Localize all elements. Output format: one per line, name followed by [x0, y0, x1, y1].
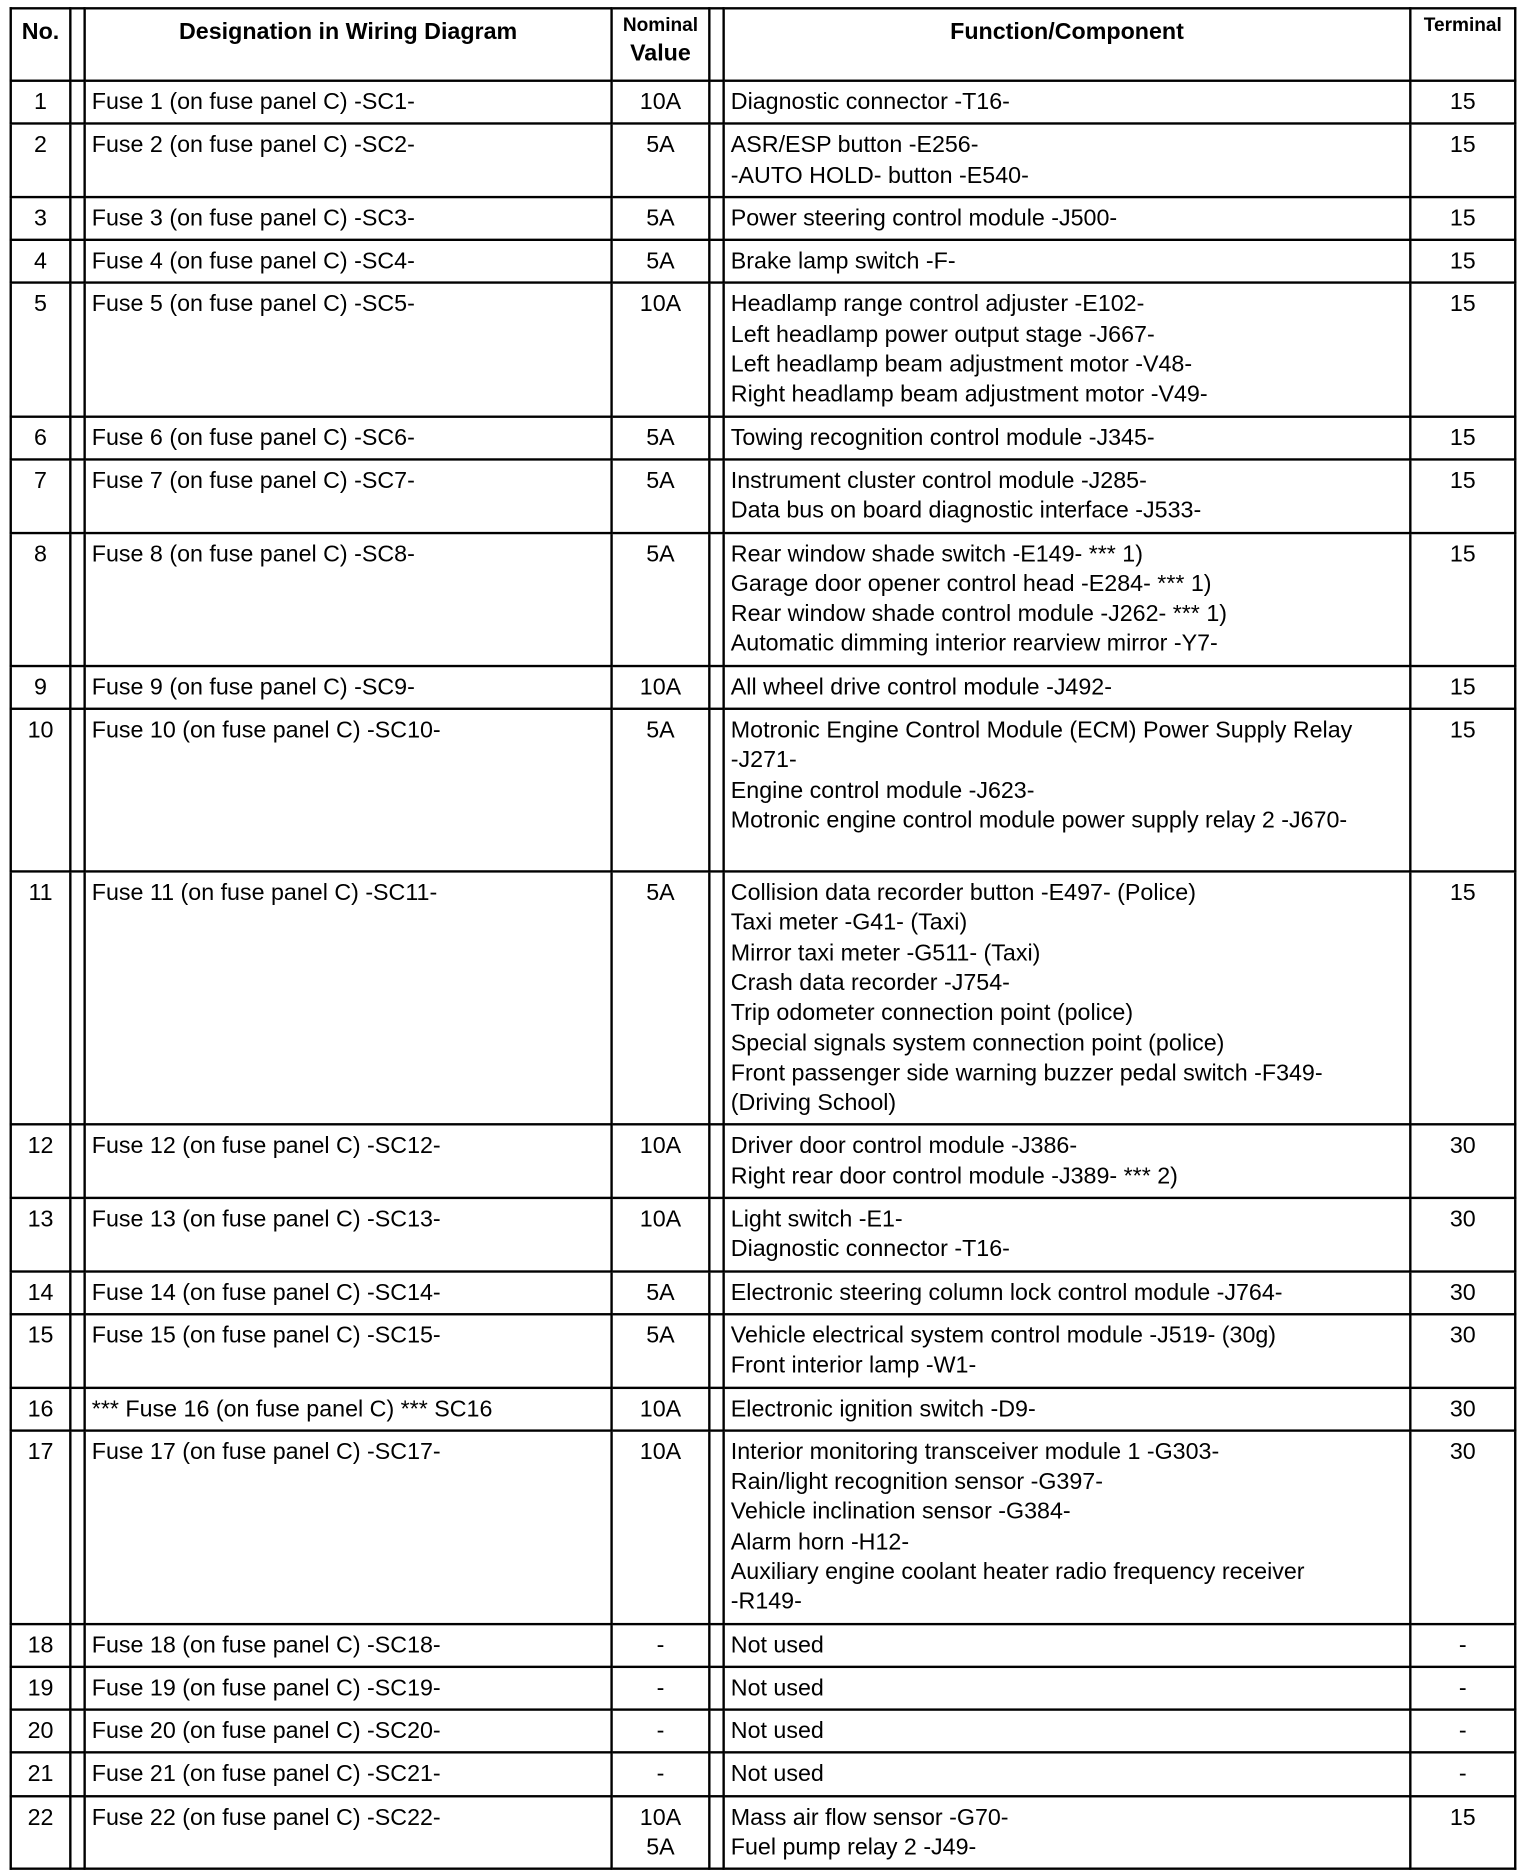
- row-number: 4: [11, 240, 71, 283]
- table-row: [11, 1624, 1516, 1667]
- function-line: Front interior lamp -W1-: [730, 1352, 977, 1379]
- header-terminal: Terminal: [1410, 8, 1515, 80]
- function-line: -J271-: [730, 747, 797, 774]
- row-designation: *** Fuse 16 (on fuse panel C) *** SC16: [85, 1387, 612, 1430]
- row-function: [724, 124, 1411, 197]
- row-spacer: [70, 1271, 84, 1314]
- row-nominal-value: [612, 1624, 710, 1667]
- row-terminal: 30: [1410, 1125, 1515, 1198]
- row-spacer: [70, 666, 84, 709]
- row-terminal: -: [1410, 1710, 1515, 1753]
- table-row: [11, 533, 1516, 666]
- nominal-value-line: 10A: [639, 1206, 682, 1233]
- function-line: Vehicle electrical system control module -J519- (30g): [730, 1322, 1277, 1349]
- function-line: Towing recognition control module -J345-: [730, 424, 1155, 451]
- row-function: [724, 1710, 1411, 1753]
- row-spacer-2: [709, 459, 723, 532]
- row-nominal-value: [612, 81, 710, 124]
- row-designation: Fuse 17 (on fuse panel C) -SC17-: [85, 1430, 612, 1623]
- nominal-value-line: 10A: [639, 1133, 682, 1160]
- nominal-value-line: 5A: [646, 1834, 675, 1861]
- row-number: 6: [11, 416, 71, 459]
- row-designation: Fuse 10 (on fuse panel C) -SC10-: [85, 709, 612, 872]
- table-row: [11, 197, 1516, 240]
- nominal-value-line: 5A: [646, 248, 675, 275]
- row-function: [724, 1125, 1411, 1198]
- nominal-value-line: 10A: [639, 1438, 682, 1465]
- row-nominal-value: [612, 871, 710, 1124]
- row-spacer-2: [709, 666, 723, 709]
- row-spacer: [70, 1387, 84, 1430]
- row-function: [724, 283, 1411, 416]
- row-spacer: [70, 1667, 84, 1710]
- row-nominal-value: [612, 1710, 710, 1753]
- row-nominal-value: [612, 1430, 710, 1623]
- row-terminal: 15: [1410, 124, 1515, 197]
- row-spacer-2: [709, 533, 723, 666]
- row-nominal-value: [612, 666, 710, 709]
- row-spacer-2: [709, 1753, 723, 1796]
- function-line: Not used: [730, 1675, 824, 1702]
- row-terminal: 15: [1410, 81, 1515, 124]
- row-number: 16: [11, 1387, 71, 1430]
- row-terminal: 15: [1410, 533, 1515, 666]
- function-line: Interior monitoring transceiver module 1 -G303-: [730, 1438, 1220, 1465]
- table-row: [11, 1710, 1516, 1753]
- row-designation: Fuse 20 (on fuse panel C) -SC20-: [85, 1710, 612, 1753]
- nominal-value-line: 5A: [646, 717, 675, 744]
- row-number: 18: [11, 1624, 71, 1667]
- function-line: Motronic engine control module power supply relay 2 -J670-: [730, 807, 1348, 834]
- function-line: Rear window shade control module -J262- *** 1): [730, 600, 1227, 628]
- row-terminal: 15: [1410, 1796, 1515, 1869]
- row-terminal: 30: [1410, 1387, 1515, 1430]
- table-row: [11, 283, 1516, 416]
- function-line: Brake lamp switch -F-: [730, 248, 956, 275]
- row-designation: Fuse 14 (on fuse panel C) -SC14-: [85, 1271, 612, 1314]
- row-spacer-2: [709, 709, 723, 872]
- row-number: 21: [11, 1753, 71, 1796]
- row-spacer: [70, 124, 84, 197]
- function-line: Automatic dimming interior rearview mirror -Y7-: [730, 630, 1218, 658]
- function-line: Data bus on board diagnostic interface -J533-: [730, 497, 1202, 524]
- header-designation: Designation in Wiring Diagram: [85, 8, 612, 80]
- function-line: Left headlamp beam adjustment motor -V48-: [730, 351, 1193, 378]
- row-number: 8: [11, 533, 71, 666]
- function-line: Electronic steering column lock control module -J764-: [730, 1279, 1283, 1306]
- table-row: [11, 709, 1516, 872]
- row-terminal: 15: [1410, 709, 1515, 872]
- row-number: 2: [11, 124, 71, 197]
- table-row: [11, 871, 1516, 1124]
- row-designation: Fuse 2 (on fuse panel C) -SC2-: [85, 124, 612, 197]
- function-line: Left headlamp power output stage -J667-: [730, 321, 1155, 348]
- row-terminal: -: [1410, 1753, 1515, 1796]
- function-line: Alarm horn -H12-: [730, 1528, 910, 1555]
- row-number: 17: [11, 1430, 71, 1623]
- row-function: [724, 1753, 1411, 1796]
- row-number: 7: [11, 459, 71, 532]
- row-terminal: 30: [1410, 1430, 1515, 1623]
- row-designation: Fuse 5 (on fuse panel C) -SC5-: [85, 283, 612, 416]
- row-designation: Fuse 13 (on fuse panel C) -SC13-: [85, 1198, 612, 1271]
- row-number: 10: [11, 709, 71, 872]
- function-line: Mass air flow sensor -G70-: [730, 1804, 1009, 1831]
- row-function: [724, 1430, 1411, 1623]
- table-row: [11, 81, 1516, 124]
- row-terminal: 30: [1410, 1198, 1515, 1271]
- row-nominal-value: [612, 1667, 710, 1710]
- function-line: Diagnostic connector -T16-: [730, 1236, 1010, 1263]
- row-spacer-2: [709, 1387, 723, 1430]
- row-terminal: 15: [1410, 240, 1515, 283]
- function-line: Front passenger side warning buzzer pedal switch -F349-: [730, 1059, 1323, 1087]
- row-spacer: [70, 416, 84, 459]
- row-nominal-value: [612, 1198, 710, 1271]
- fuse-table: [10, 7, 1517, 1870]
- function-line: Diagnostic connector -T16-: [730, 89, 1010, 116]
- header-row: [11, 8, 1516, 80]
- row-terminal: 30: [1410, 1314, 1515, 1387]
- header-spacer: [70, 8, 84, 80]
- row-function: [724, 1314, 1411, 1387]
- row-nominal-value: [612, 416, 710, 459]
- table-row: [11, 666, 1516, 709]
- row-spacer: [70, 1430, 84, 1623]
- nominal-value-line: 5A: [646, 879, 675, 906]
- row-function: [724, 1387, 1411, 1430]
- row-spacer: [70, 1796, 84, 1869]
- function-line: Right headlamp beam adjustment motor -V49-: [730, 381, 1208, 408]
- function-line: Vehicle inclination sensor -G384-: [730, 1498, 1071, 1525]
- nominal-value-line: 10A: [639, 1804, 682, 1831]
- nominal-value-line: 10A: [639, 1395, 682, 1422]
- row-function: [724, 533, 1411, 666]
- function-line: Not used: [730, 1761, 824, 1788]
- row-spacer: [70, 533, 84, 666]
- row-terminal: -: [1410, 1667, 1515, 1710]
- table-row: [11, 1796, 1516, 1869]
- row-terminal: 30: [1410, 1271, 1515, 1314]
- row-number: 19: [11, 1667, 71, 1710]
- nominal-value-line: 5A: [646, 467, 675, 494]
- nominal-value-line: 5A: [646, 424, 675, 451]
- row-nominal-value: [612, 240, 710, 283]
- row-spacer-2: [709, 1624, 723, 1667]
- table-row: [11, 1667, 1516, 1710]
- row-spacer-2: [709, 416, 723, 459]
- row-terminal: 15: [1410, 283, 1515, 416]
- function-line: Driver door control module -J386-: [730, 1133, 1078, 1160]
- function-line: Power steering control module -J500-: [730, 205, 1118, 232]
- row-spacer: [70, 283, 84, 416]
- row-terminal: 15: [1410, 666, 1515, 709]
- table-row: [11, 1271, 1516, 1314]
- row-number: 1: [11, 81, 71, 124]
- table-row: [11, 1314, 1516, 1387]
- table-row: [11, 1430, 1516, 1623]
- table-row: [11, 1387, 1516, 1430]
- row-nominal-value: [612, 197, 710, 240]
- row-designation: Fuse 1 (on fuse panel C) -SC1-: [85, 81, 612, 124]
- row-spacer: [70, 197, 84, 240]
- row-designation: Fuse 9 (on fuse panel C) -SC9-: [85, 666, 612, 709]
- nominal-value-line: 5A: [646, 132, 675, 159]
- row-nominal-value: [612, 1314, 710, 1387]
- row-function: [724, 416, 1411, 459]
- row-function: [724, 666, 1411, 709]
- table-row: [11, 124, 1516, 197]
- nominal-value-line: 5A: [646, 1322, 675, 1349]
- header-spacer-2: [709, 8, 723, 80]
- row-function: [724, 1667, 1411, 1710]
- function-line: Rain/light recognition sensor -G397-: [730, 1468, 1103, 1495]
- row-nominal-value: [612, 533, 710, 666]
- row-spacer: [70, 459, 84, 532]
- header-no: No.: [11, 8, 71, 80]
- function-line: Not used: [730, 1631, 824, 1659]
- row-function: [724, 459, 1411, 532]
- row-spacer: [70, 1753, 84, 1796]
- row-designation: Fuse 21 (on fuse panel C) -SC21-: [85, 1753, 612, 1796]
- row-designation: Fuse 7 (on fuse panel C) -SC7-: [85, 459, 612, 532]
- function-line: Rear window shade switch -E149- *** 1): [730, 540, 1143, 567]
- function-line: Electronic ignition switch -D9-: [730, 1395, 1036, 1422]
- row-terminal: 15: [1410, 459, 1515, 532]
- row-spacer: [70, 1198, 84, 1271]
- row-spacer: [70, 1624, 84, 1667]
- row-nominal-value: [612, 124, 710, 197]
- row-spacer: [70, 709, 84, 872]
- function-line: Trip odometer connection point (police): [730, 999, 1134, 1027]
- row-spacer-2: [709, 240, 723, 283]
- function-line: Auxiliary engine coolant heater radio frequency receiver: [730, 1558, 1305, 1585]
- row-spacer-2: [709, 1710, 723, 1753]
- nominal-value-line: -: [656, 1631, 665, 1659]
- header-function: Function/Component: [724, 8, 1411, 80]
- row-number: 3: [11, 197, 71, 240]
- row-nominal-value: [612, 1271, 710, 1314]
- function-line: Special signals system connection point (police): [730, 1029, 1225, 1057]
- row-function: [724, 81, 1411, 124]
- row-designation: Fuse 19 (on fuse panel C) -SC19-: [85, 1667, 612, 1710]
- function-line: Crash data recorder -J754-: [730, 969, 1010, 997]
- function-line: ASR/ESP button -E256-: [730, 132, 979, 159]
- function-line: Mirror taxi meter -G511- (Taxi): [730, 939, 1041, 966]
- row-number: 22: [11, 1796, 71, 1869]
- row-designation: Fuse 11 (on fuse panel C) -SC11-: [85, 871, 612, 1124]
- function-line: All wheel drive control module -J492-: [730, 674, 1112, 701]
- function-line: -AUTO HOLD- button -E540-: [730, 162, 1029, 189]
- function-line: Engine control module -J623-: [730, 777, 1035, 804]
- nominal-value-line: 10A: [639, 291, 682, 318]
- row-spacer: [70, 871, 84, 1124]
- function-line: Collision data recorder button -E497- (Police): [730, 879, 1196, 906]
- row-spacer-2: [709, 283, 723, 416]
- row-designation: Fuse 4 (on fuse panel C) -SC4-: [85, 240, 612, 283]
- row-nominal-value: [612, 459, 710, 532]
- nominal-value-line: 5A: [646, 540, 675, 567]
- row-function: [724, 197, 1411, 240]
- row-spacer: [70, 1125, 84, 1198]
- row-nominal-value: [612, 1753, 710, 1796]
- header-nominal-bottom: Value: [630, 40, 691, 67]
- row-nominal-value: [612, 709, 710, 872]
- row-spacer: [70, 81, 84, 124]
- row-designation: Fuse 6 (on fuse panel C) -SC6-: [85, 416, 612, 459]
- row-spacer-2: [709, 1796, 723, 1869]
- row-designation: Fuse 3 (on fuse panel C) -SC3-: [85, 197, 612, 240]
- table-row: [11, 1198, 1516, 1271]
- row-number: 20: [11, 1710, 71, 1753]
- function-line: Instrument cluster control module -J285-: [730, 467, 1147, 494]
- row-nominal-value: [612, 1387, 710, 1430]
- row-nominal-value: [612, 283, 710, 416]
- row-number: 11: [11, 871, 71, 1124]
- table-row: [11, 240, 1516, 283]
- header-nominal-value: [612, 8, 710, 80]
- row-function: [724, 1796, 1411, 1869]
- nominal-value-line: 10A: [639, 89, 682, 116]
- nominal-value-line: -: [656, 1718, 665, 1745]
- table-row: [11, 459, 1516, 532]
- nominal-value-line: 10A: [639, 674, 682, 701]
- row-spacer-2: [709, 1271, 723, 1314]
- row-function: [724, 1271, 1411, 1314]
- row-spacer: [70, 1314, 84, 1387]
- row-spacer-2: [709, 1314, 723, 1387]
- nominal-value-line: -: [656, 1761, 665, 1788]
- function-line: Not used: [730, 1718, 824, 1745]
- row-designation: Fuse 8 (on fuse panel C) -SC8-: [85, 533, 612, 666]
- table-row: [11, 416, 1516, 459]
- row-terminal: -: [1410, 1624, 1515, 1667]
- row-spacer-2: [709, 1198, 723, 1271]
- row-spacer-2: [709, 1125, 723, 1198]
- function-line: Taxi meter -G41- (Taxi): [730, 909, 968, 936]
- row-terminal: 15: [1410, 871, 1515, 1124]
- row-spacer-2: [709, 871, 723, 1124]
- function-line: Headlamp range control adjuster -E102-: [730, 291, 1145, 318]
- row-spacer-2: [709, 197, 723, 240]
- row-function: [724, 709, 1411, 872]
- row-number: 5: [11, 283, 71, 416]
- function-line: -R149-: [730, 1588, 802, 1615]
- function-line: Fuel pump relay 2 -J49-: [730, 1834, 977, 1861]
- row-spacer-2: [709, 1667, 723, 1710]
- row-number: 15: [11, 1314, 71, 1387]
- row-number: 12: [11, 1125, 71, 1198]
- row-function: [724, 1198, 1411, 1271]
- function-line: Motronic Engine Control Module (ECM) Power Supply Relay: [730, 717, 1353, 744]
- row-spacer-2: [709, 1430, 723, 1623]
- function-line: Right rear door control module -J389- *** 2): [730, 1163, 1178, 1190]
- table-row: [11, 1125, 1516, 1198]
- nominal-value-line: 5A: [646, 1279, 675, 1306]
- row-number: 14: [11, 1271, 71, 1314]
- function-line: Garage door opener control head -E284- *** 1): [730, 570, 1212, 598]
- table-row: [11, 1753, 1516, 1796]
- row-designation: Fuse 22 (on fuse panel C) -SC22-: [85, 1796, 612, 1869]
- row-terminal: 15: [1410, 416, 1515, 459]
- nominal-value-line: 5A: [646, 205, 675, 232]
- row-spacer-2: [709, 81, 723, 124]
- row-spacer-2: [709, 124, 723, 197]
- row-spacer: [70, 240, 84, 283]
- row-number: 13: [11, 1198, 71, 1271]
- row-number: 9: [11, 666, 71, 709]
- function-line: Light switch -E1-: [730, 1206, 903, 1233]
- row-function: [724, 240, 1411, 283]
- row-nominal-value: [612, 1125, 710, 1198]
- row-designation: Fuse 18 (on fuse panel C) -SC18-: [85, 1624, 612, 1667]
- row-function: [724, 871, 1411, 1124]
- row-designation: Fuse 12 (on fuse panel C) -SC12-: [85, 1125, 612, 1198]
- header-nominal-top: Nominal: [622, 15, 699, 36]
- row-function: [724, 1624, 1411, 1667]
- row-nominal-value: [612, 1796, 710, 1869]
- row-spacer: [70, 1710, 84, 1753]
- row-terminal: 15: [1410, 197, 1515, 240]
- row-designation: Fuse 15 (on fuse panel C) -SC15-: [85, 1314, 612, 1387]
- function-line: (Driving School): [730, 1090, 897, 1117]
- nominal-value-line: -: [656, 1675, 665, 1702]
